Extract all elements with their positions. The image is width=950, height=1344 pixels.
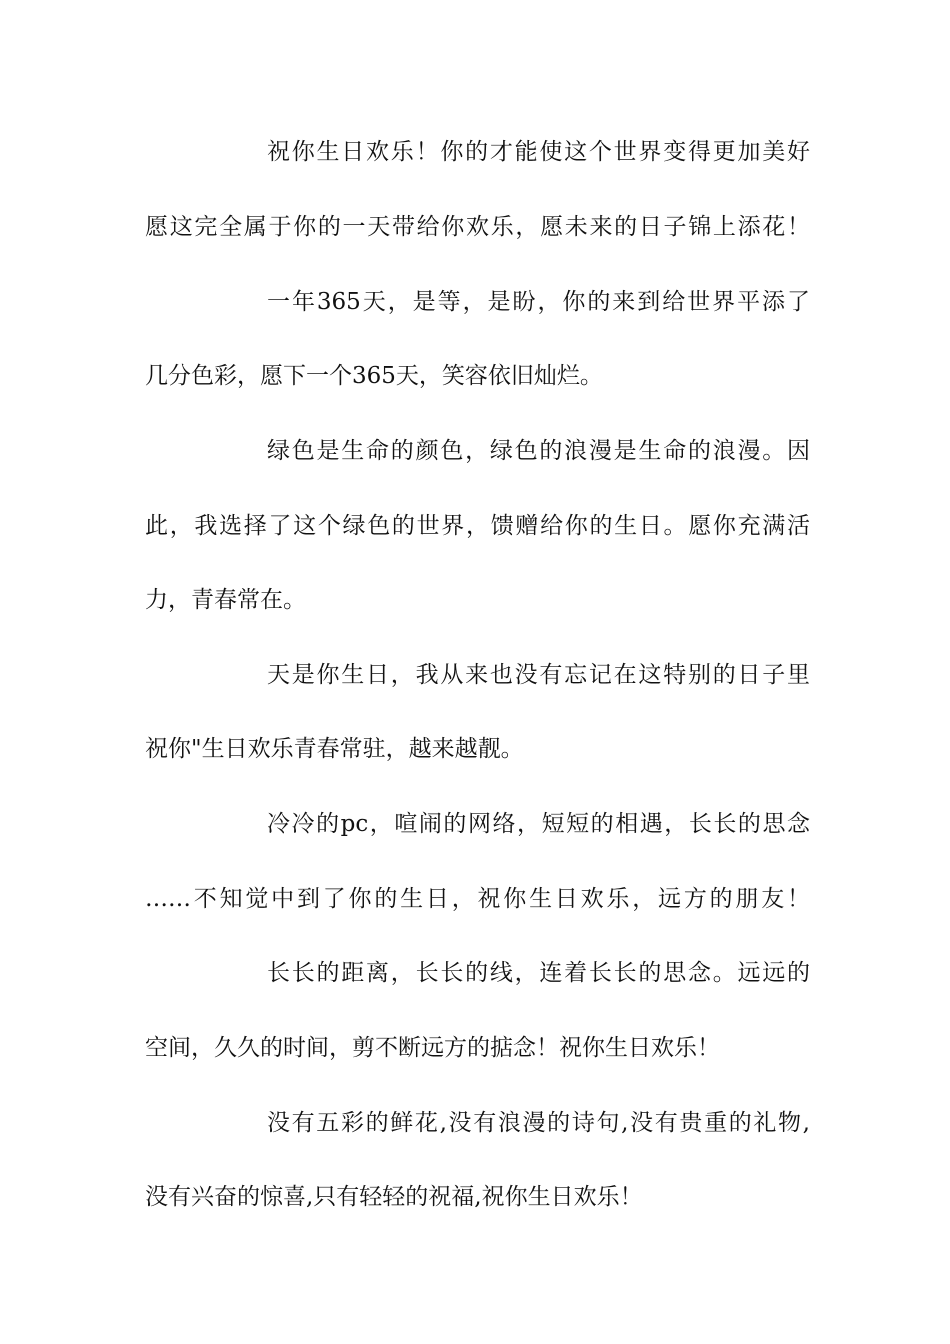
text-line-7: 力，青春常在。 [145,587,306,613]
text-line-4: 几分色彩，愿下一个365天，笑容依旧灿烂。 [145,363,603,389]
text-line-15: 没有兴奋的惊喜,只有轻轻的祝福,祝你生日欢乐！ [145,1184,643,1210]
text-line-11: ……不知觉中到了你的生日，祝你生日欢乐，远方的朋友！ [145,886,810,912]
text-line-10: 冷冷的pc，喧闹的网络，短短的相遇，长长的思念 [267,811,810,837]
text-line-6: 此，我选择了这个绿色的世界，馈赠给你的生日。愿你充满活 [145,513,810,539]
text-line-1: 祝你生日欢乐！你的才能使这个世界变得更加美好 [267,139,810,165]
text-line-12: 长长的距离，长长的线，连着长长的思念。远远的 [267,960,810,986]
text-line-8: 天是你生日，我从来也没有忘记在这特别的日子里 [267,662,810,688]
text-line-5: 绿色是生命的颜色，绿色的浪漫是生命的浪漫。因 [267,438,810,464]
text-line-14: 没有五彩的鲜花,没有浪漫的诗句,没有贵重的礼物, [267,1110,810,1136]
text-line-3: 一年365天，是等，是盼，你的来到给世界平添了 [267,289,810,315]
text-line-2: 愿这完全属于你的一天带给你欢乐，愿未来的日子锦上添花！ [145,214,810,240]
text-line-13: 空间，久久的时间，剪不断远方的掂念！祝你生日欢乐！ [145,1035,720,1061]
text-line-9: 祝你"生日欢乐青春常驻，越来越靓。 [145,736,524,762]
